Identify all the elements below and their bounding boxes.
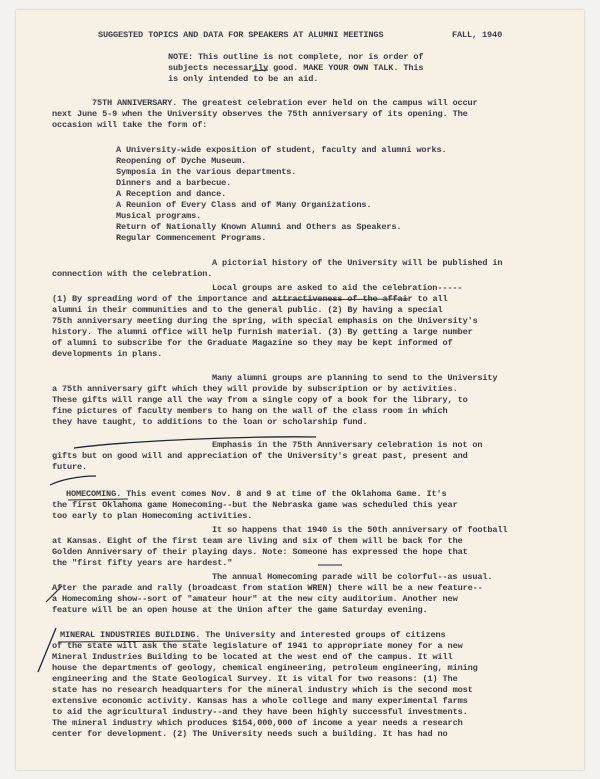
mineral-line: to aid the agricultural industry--and they have been highly successful investments. — [52, 707, 468, 717]
local-groups-line: developments in plans. — [52, 349, 163, 359]
note-line: is only intended to be an aid. — [168, 74, 319, 84]
football-line: the "first fifty years are hardest." — [52, 558, 233, 568]
local-groups-line: 75th anniversary meeting during the spring, with special emphasis on the University's — [52, 316, 478, 326]
gifts-line: they have taught, to additions to the loan or scholarship fund. — [52, 417, 368, 427]
mineral-line: state has no research headquarters for the mineral industry which is the second most — [52, 685, 473, 695]
mineral-line: Mineral Industries Building to be located at the west end of the campus. It will — [52, 652, 453, 662]
parade-line: After the parade and rally (broadcast from station WREN) there will be a new feature-- — [52, 583, 483, 593]
anniversary-list-item: Symposia in the various departments. — [116, 167, 297, 177]
parade-line: The annual Homecoming parade will be colorful--as usual. — [212, 572, 493, 582]
local-groups-line: history. The alumni office will help furnish material. (3) By getting a large number — [52, 327, 473, 337]
mineral-line: of the state will ask the state legislature of 1941 to appropriate money for a new — [52, 641, 463, 651]
anniversary-list-item: A Reception and dance. — [116, 189, 227, 199]
gifts-line: fine pictures of faculty members to hang on the wall of the class room in which — [52, 406, 448, 416]
anniversary-list-item: A Reunion of Every Class and of Many Organizations. — [116, 200, 372, 210]
parade-line: a Homecoming show--sort of "amateur hour" at the new city auditorium. Another new — [52, 594, 458, 604]
emphasis-line: gifts but on good will and appreciation of the University's great past, present and — [52, 451, 468, 461]
football-line: It so happens that 1940 is the 50th anniversary of football — [212, 525, 508, 535]
pictorial-line: connection with the celebration. — [52, 269, 213, 279]
document-page — [16, 10, 584, 770]
mineral-line: center for development. (2) The University needs such a building. It has had no — [52, 729, 448, 739]
note-line: NOTE: This outline is not complete, nor is order of — [168, 52, 424, 62]
anniversary-list-item: Regular Commencement Programs. — [116, 233, 267, 243]
gifts-line: a 75th anniversary gift which they will provide by subscription or by activities. — [52, 384, 458, 394]
gifts-line: These gifts will range all the way from a single copy of a book for the library, to — [52, 395, 468, 405]
local-groups-line: (1) By spreading word of the importance and attractiveness of the affair to all — [52, 294, 448, 304]
anniversary-intro-line: occasion will take the form of: — [52, 120, 208, 130]
parade-line: feature will be an open house at the Union after the game Saturday evening. — [52, 605, 428, 615]
football-line: at Kansas. Eight of the first team are living and six of them will be back for the — [52, 536, 463, 546]
local-groups-line: Local groups are asked to aid the celebration----- — [212, 283, 463, 293]
homecoming-line: the first Oklahoma game Homecoming--but the Nebraska game was scheduled this year — [52, 500, 458, 510]
anniversary-list-item: A University-wide exposition of student, faculty and alumni works. — [116, 145, 447, 155]
anniversary-list-item: Return of Nationally Known Alumni and Others as Speakers. — [116, 222, 402, 232]
mineral-line: house the departments of geology, chemical engineering, petroleum engineering, mining — [52, 663, 478, 673]
anniversary-intro-line: next June 5-9 when the University observes the 75th anniversary of its opening. The — [52, 109, 468, 119]
homecoming-line: HOMECOMING. This event comes Nov. 8 and 9 at time of the Oklahoma Game. It's — [66, 489, 447, 499]
emphasis-line: Emphasis in the 75th Anniversary celebration is not on — [212, 440, 483, 450]
emphasis-line: future. — [52, 462, 88, 472]
mineral-line: engineering and the State Geological Survey. It is vital for two reasons: (1) The — [52, 674, 458, 684]
local-groups-line: alumni in their communities and to the general public. (2) By having a special — [52, 305, 443, 315]
homecoming-line: too early to plan Homecoming activities. — [52, 511, 253, 521]
anniversary-intro-line: 75TH ANNIVERSARY. The greatest celebration ever held on the campus will occur — [92, 98, 478, 108]
anniversary-list-item: Musical programs. — [116, 211, 202, 221]
note-line: subjects necessarily good. MAKE YOUR OWN TALK. This — [168, 63, 424, 73]
pictorial-line: A pictorial history of the University will be published in — [212, 258, 503, 268]
anniversary-list-item: Reopening of Dyche Museum. — [116, 156, 247, 166]
football-line: Golden Anniversary of their playing days. Note: Someone has expressed the hope that — [52, 547, 468, 557]
mineral-line: MINERAL INDUSTRIES BUILDING. The University and interested groups of citizens — [60, 630, 446, 640]
document-title: SUGGESTED TOPICS AND DATA FOR SPEAKERS AT ALUMNI MEETINGS — [98, 30, 384, 40]
document-date: FALL, 1940 — [452, 30, 503, 40]
anniversary-list-item: Dinners and a barbecue. — [116, 178, 232, 188]
mineral-line: extensive economic activity. Kansas has a whole college and many experimental farms — [52, 696, 468, 706]
local-groups-line: of alumni to subscribe for the Graduate Magazine so they may be kept informed of — [52, 338, 453, 348]
gifts-line: Many alumni groups are planning to send to the University — [212, 373, 498, 383]
mineral-line: The mineral industry which produces $154,000,000 of income a year needs a research — [52, 718, 463, 728]
